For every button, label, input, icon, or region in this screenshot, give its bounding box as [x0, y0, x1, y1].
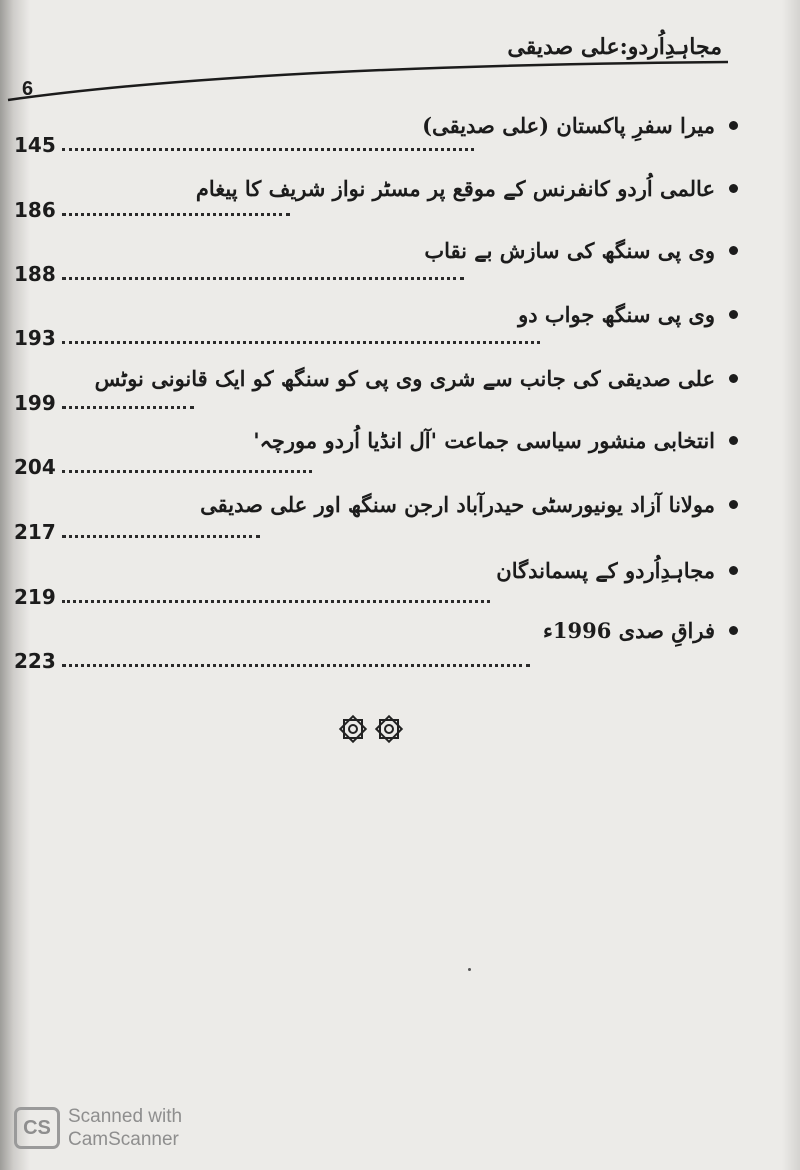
- bullet-icon: [729, 436, 738, 445]
- octagram-star-icon: [336, 712, 370, 746]
- dotted-leader: [62, 148, 474, 151]
- toc-entry-text: انتخابی منشور سیاسی جماعت 'آل انڈیا اُردو مورچہ': [253, 428, 715, 453]
- toc-entry-text: وی پی سنگھ جواب دو: [518, 302, 715, 327]
- bullet-icon: [729, 246, 738, 255]
- dotted-leader: [62, 664, 530, 667]
- toc-page-number: 204: [14, 455, 56, 479]
- bullet-icon: [729, 566, 738, 575]
- bullet-icon: [729, 500, 738, 509]
- toc-leader-row: [14, 135, 484, 155]
- watermark-line1: Scanned with: [68, 1106, 183, 1127]
- watermark-line2: CamScanner: [68, 1129, 179, 1150]
- camscanner-text: [68, 1105, 182, 1151]
- camscanner-watermark: [14, 1105, 182, 1151]
- bullet-icon: [729, 310, 738, 319]
- octagram-star-icon: [372, 712, 406, 746]
- dotted-leader: [62, 406, 194, 409]
- toc-leader-row: [14, 587, 494, 607]
- toc-page-number: 223: [14, 649, 56, 673]
- toc-page-number: 219: [14, 585, 56, 609]
- toc-leader-row: [14, 651, 534, 671]
- toc-leader-row: [14, 200, 304, 220]
- paper-speck: [468, 968, 471, 971]
- toc-page-number: 193: [14, 326, 56, 350]
- toc-entry-title: [496, 558, 738, 583]
- toc-page-number: 217: [14, 520, 56, 544]
- dotted-leader: [62, 600, 490, 603]
- toc-leader-row: [14, 457, 314, 477]
- toc-leader-row: [14, 264, 474, 284]
- toc-entry-text: علی صدیقی کی جانب سے شری وی پی کو سنگھ کو ایک قانونی نوٹس: [94, 366, 715, 391]
- toc-entry-title: [424, 238, 738, 263]
- toc-entry-title: [95, 366, 738, 391]
- dotted-leader: [62, 213, 290, 216]
- toc-page-number: 188: [14, 262, 56, 286]
- bullet-icon: [729, 374, 738, 383]
- bullet-icon: [729, 121, 738, 130]
- bullet-icon: [729, 184, 738, 193]
- toc-leader-row: [14, 328, 544, 348]
- section-end-ornament: [336, 712, 406, 746]
- toc-entry-title: [518, 302, 738, 327]
- toc-page-number: 145: [14, 133, 56, 157]
- toc-entry-text: مولانا آزاد یونیورسٹی حیدرآباد ارجن سنگھ اور علی صدیقی: [200, 492, 715, 517]
- running-header-title: مجاہدِاُردو:علی صدیقی: [507, 34, 722, 60]
- toc-entry-title: [200, 492, 738, 517]
- toc-entry-title: [253, 428, 738, 453]
- toc-leader-row: [14, 522, 264, 542]
- bullet-icon: [729, 626, 738, 635]
- page-number: 6: [22, 78, 34, 100]
- toc-entry-text: فراقِ صدی 1996ء: [543, 618, 715, 643]
- dotted-leader: [62, 470, 312, 473]
- toc-entry-text: وی پی سنگھ کی سازش بے نقاب: [424, 238, 715, 263]
- toc-page-number: 186: [14, 198, 56, 222]
- toc-page-number: 199: [14, 391, 56, 415]
- toc-entry-title: [543, 618, 738, 643]
- toc-leader-row: [14, 393, 204, 413]
- toc-entry-text: مجاہدِاُردو کے پسماندگان: [496, 558, 715, 583]
- toc-entry-title: [196, 176, 738, 201]
- dotted-leader: [62, 277, 464, 280]
- camscanner-logo: CS: [14, 1107, 60, 1149]
- toc-entry-text: میرا سفرِ پاکستان (علی صدیقی): [422, 113, 715, 138]
- dotted-leader: [62, 535, 260, 538]
- toc-entry-text: عالمی اُردو کانفرنس کے موقع پر مسٹر نواز شریف کا پیغام: [195, 176, 715, 201]
- dotted-leader: [62, 341, 540, 344]
